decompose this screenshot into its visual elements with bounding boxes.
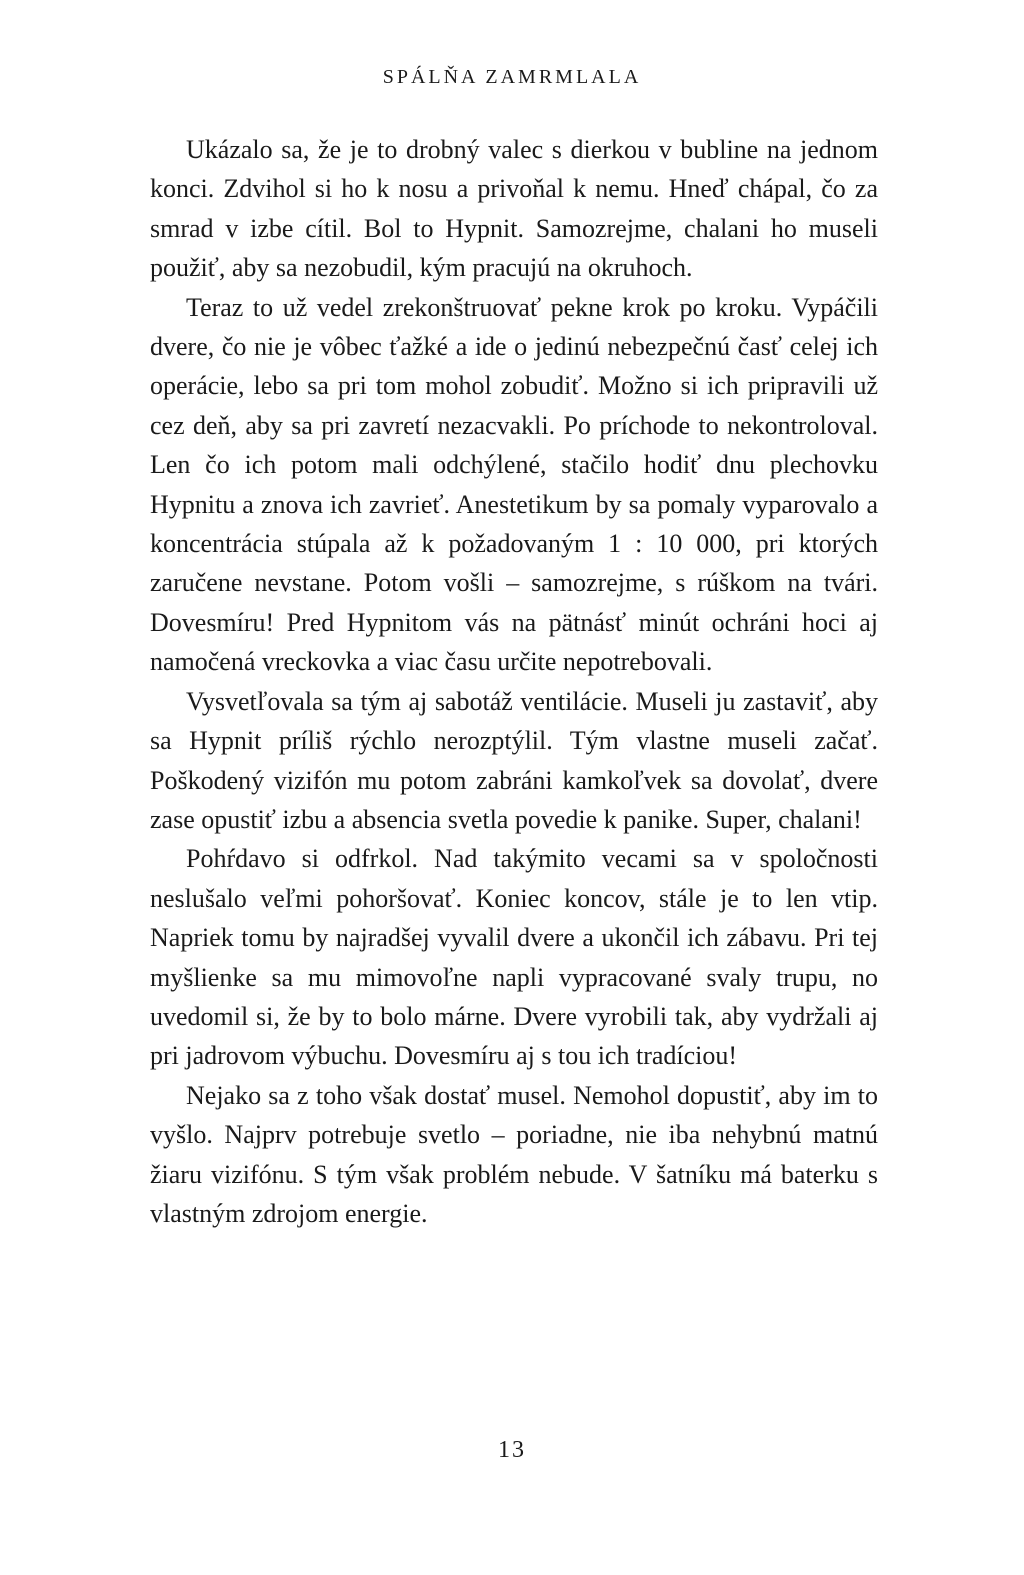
paragraph: Nejako sa z toho však dostať musel. Nemohol dopustiť, aby im to vyšlo. Najprv potrebuje svetlo – poriadne, nie iba nehybnú matnú žiaru vizifónu. S tým však problém nebude. V šatníku má baterku s vlastným zdrojom energie.	[150, 1080, 878, 1228]
paragraph: Pohŕdavo si odfrkol. Nad takýmito vecami sa v spoločnosti neslušalo veľmi pohoršovať. Koniec koncov, stále je to len vtip. Napriek tomu by najradšej vyvalil dvere a ukončil ich zábavu. Pri tej myšlienke sa mu mimovoľne napli vypracované svaly trupu, no uvedomil si, že by to bolo márne. Dvere vyrobili tak, aby vydržali aj pri jadrovom výbuchu. Dovesmíru aj s tou ich tradíciou!	[150, 844, 878, 1071]
paragraph: Teraz to už vedel zrekonštruovať pekne krok po kroku. Vypáčili dvere, čo nie je vôbec ťažké a ide o jedinú nebezpečnú časť celej ich operácie, lebo sa pri tom mohol zobudiť. Možno si ich pripravili už cez deň, aby sa pri zavretí nezacvakli. Po príchode to nekontroloval. Len čo ich potom mali odchýlené, stačilo hodiť dnu plechovku Hypnitu a znova ich zavrieť. Anestetikum by sa pomaly vyparovalo a koncentrácia stúpala až k požadovaným 1 : 10 000, pri ktorých zaručene nevstane. Potom vošli – samozrejme, s rúškom na tvári. Dovesmíru! Pred Hypnitom vás na pätnásť minút ochráni hoci aj namočená vreckovka a viac času určite nepotrebovali.	[150, 292, 878, 677]
page-number: 13	[498, 1437, 526, 1463]
paragraph: Ukázalo sa, že je to drobný valec s dierkou v bubline na jednom konci. Zdvihol si ho k nosu a privoňal k nemu. Hneď chápal, čo za smrad v izbe cítil. Bol to Hypnit. Samozrejme, chalani ho museli použiť, aby sa nezobudil, kým pracujú na okruhoch.	[150, 135, 878, 283]
running-header: SPÁLŇA ZAMRMLALA	[382, 66, 642, 88]
body-text	[150, 130, 878, 1233]
paragraph: Vysvetľovala sa tým aj sabotáž ventilácie. Museli ju zastaviť, aby sa Hypnit príliš rýchlo nerozptýlil. Tým vlastne museli začať. Poškodený vizifón mu potom zabráni kamkoľvek sa dovolať, dvere zase opustiť izbu a absencia svetla povedie k panike. Super, chalani!	[150, 686, 878, 834]
